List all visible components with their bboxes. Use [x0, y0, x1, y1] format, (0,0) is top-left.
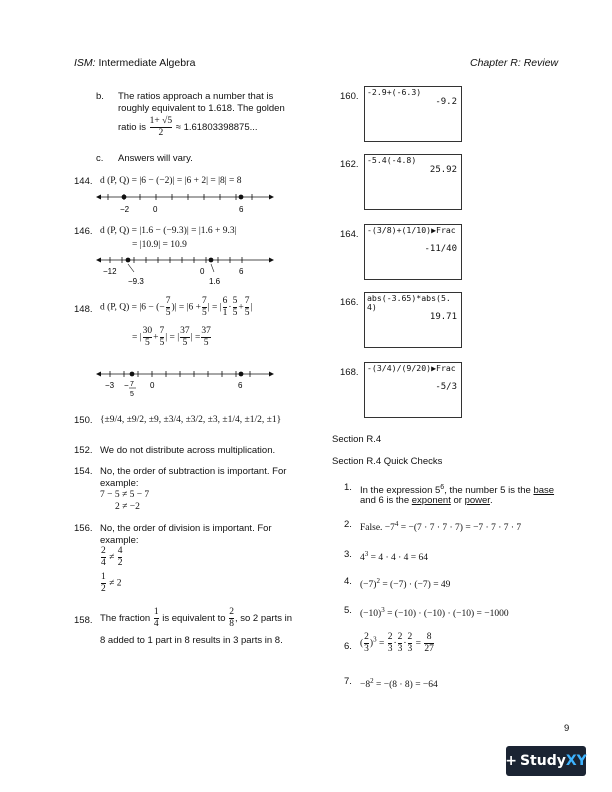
- qc6-f1-n: 2: [387, 632, 393, 642]
- calculator-screen-168: [364, 362, 462, 418]
- tick-label-146-0: −12: [103, 267, 117, 276]
- p156-f3-n: 1: [101, 572, 106, 582]
- eq148-f5: [245, 296, 250, 319]
- calc-160-output: -9.2: [435, 97, 457, 107]
- eq148-f1-d: 5: [165, 308, 171, 318]
- calc-166-number: 166.: [340, 297, 359, 308]
- problem-148-equation-1: d (P, Q) = |6 − (− $\frac{7}{5}$ )| = |6 + $\frac{7}{5}$ | = | $\frac{6}{1}$ · $\frac{5}{5}$ + $\frac{7}{5}$ |: [100, 296, 253, 318]
- problem-156-ineq2: [100, 572, 121, 595]
- qc-1-number: 1.: [344, 482, 352, 493]
- logo-brand: [520, 753, 587, 769]
- qc-6-expression: ( $\frac{2}{3}$ )$^3$ = $\frac{2}{3}$ · $\frac{2}{3}$ · $\frac{2}{3}$ = $\frac{8}{27}$: [360, 632, 434, 654]
- problem-144-equation: d (P, Q) = |6 − (−2)| = |6 + 2| = |8| = 8: [100, 176, 242, 186]
- p156-f1: [101, 546, 106, 569]
- problem-154-line3: 7 − 5 ≠ 5 − 7: [100, 490, 150, 500]
- calc-164-input: -(3/8)+(1/10)▶Frac: [367, 225, 456, 235]
- qc6-result: [424, 632, 434, 655]
- qc-7-number: 7.: [344, 676, 352, 687]
- qc1-or: or: [453, 495, 462, 506]
- qc6-base: [364, 632, 369, 655]
- eq148-f1: [166, 296, 171, 319]
- qc-2-number: 2.: [344, 519, 352, 530]
- qc2-post: = −(7 · 7 · 7 · 7) = −7 · 7 · 7 · 7: [398, 523, 522, 534]
- p158-mid: is equivalent to: [162, 613, 226, 625]
- problem-158-line1: [100, 607, 292, 630]
- tick-label-146-2: 6: [239, 267, 244, 276]
- problem-156-number: 156.: [74, 523, 93, 534]
- tick-label-144-0: −2: [120, 205, 130, 214]
- qc-3-number: 3.: [344, 549, 352, 560]
- sub-tick-148-sign: −: [124, 381, 129, 390]
- qc6-base-d: 3: [364, 644, 369, 654]
- eq148-f3-n: 6: [222, 296, 228, 306]
- sub-tick-148-num: 7: [130, 381, 134, 388]
- qc7-pre: −8: [360, 680, 371, 691]
- calc-162-input: -5.4(-4.8): [367, 155, 417, 165]
- qc5-pre: (−10): [360, 609, 382, 620]
- point-p-144: [122, 195, 127, 200]
- eq148b-f2: [160, 326, 165, 349]
- qc6-f1: [388, 632, 393, 655]
- qc1-end: .: [489, 495, 493, 506]
- problem-150-set: {±9/4, ±9/2, ±9, ±3/4, ±3/2, ±3, ±1/4, ±1/2, ±1}: [100, 415, 282, 425]
- problem-148-equation-2: = | $\frac{30}{5}$ + $\frac{7}{5}$ | = | $\frac{37}{5}$ | = $\frac{37}{5}$: [132, 326, 211, 348]
- problem-158-line2: 8 added to 1 part in 8 results in 3 parts in 8.: [100, 635, 283, 646]
- point-q-148: [239, 372, 244, 377]
- p158-pre: The fraction: [100, 613, 151, 625]
- eq148-pre: d (P, Q) = |6 − (−: [100, 302, 165, 313]
- eq148-f5-n: 7: [244, 296, 250, 306]
- qc3-sup: 3: [364, 550, 369, 558]
- eq148-f4-d: 5: [232, 308, 238, 318]
- qc6-result-d: 27: [424, 644, 434, 654]
- qc6-result-n: 8: [426, 632, 432, 642]
- qc1-exponent: exponent: [411, 495, 451, 506]
- p158-f2: [229, 607, 234, 630]
- p156-f3-d: 2: [101, 584, 106, 594]
- qc4-pre: (−7): [360, 580, 377, 591]
- p156-f3: [101, 572, 106, 595]
- p156-f1-n: 2: [101, 546, 106, 556]
- eq148b-f2-n: 7: [159, 326, 165, 336]
- p158-f2-n: 2: [229, 607, 234, 617]
- qc6-f2-d: 3: [397, 644, 403, 654]
- qc6-f2-n: 2: [397, 632, 403, 642]
- section-title: Section R.4: [332, 434, 382, 445]
- p158-f1-n: 1: [153, 607, 159, 617]
- problem-156-line2: example:: [100, 535, 139, 546]
- calculator-screen-164: [364, 224, 462, 280]
- qc-5-number: 5.: [344, 605, 352, 616]
- qc-6-number: 6.: [344, 641, 352, 652]
- qc6-f2: [398, 632, 403, 655]
- p158-f1: [154, 607, 159, 630]
- number-line-144: [96, 189, 276, 215]
- calculator-screen-162: [364, 154, 462, 210]
- eq148-f2: [202, 296, 207, 319]
- eq148b-f3-n: 37: [180, 326, 190, 336]
- studyxy-logo: [506, 746, 586, 776]
- qc1-mid: , the number 5 is the: [444, 485, 531, 497]
- point-q-144: [239, 195, 244, 200]
- qc6-sup: 3: [373, 635, 377, 644]
- eq148b-f4-n: 37: [201, 326, 211, 336]
- page-number: 9: [564, 723, 570, 734]
- eq148-f3: [223, 296, 228, 319]
- eq148-mid2: | = |: [207, 302, 222, 313]
- p156-f2-n: 4: [117, 546, 123, 556]
- problem-158-number: 158.: [74, 615, 93, 626]
- plus-icon: +: [505, 753, 517, 769]
- eq148-f1-n: 7: [165, 296, 171, 306]
- ratio-post: ≈ 1.61803398875...: [175, 122, 258, 134]
- p158-post: , so 2 parts in: [234, 613, 292, 625]
- qc1-sup: 6: [440, 484, 445, 491]
- qc-7-expression: [360, 675, 438, 692]
- ratio-pre: ratio is: [118, 122, 146, 134]
- qc-1-line2: [360, 494, 493, 507]
- qc6-f3-n: 2: [407, 632, 413, 642]
- running-header-left: [74, 57, 195, 69]
- qc-4-expression: [360, 575, 450, 592]
- p156-neq2: ≠ 2: [109, 578, 122, 589]
- qc4-post: = (−7) · (−7) = 49: [379, 580, 451, 591]
- part-c-label: c.: [96, 153, 104, 164]
- qc1-base: base: [533, 485, 555, 497]
- problem-146-equation-2: = |10.9| = 10.9: [132, 240, 187, 250]
- eq148b-f3-d: 5: [180, 337, 190, 349]
- calc-168-number: 168.: [340, 367, 359, 378]
- calc-164-number: 164.: [340, 229, 359, 240]
- qc-2-expression: [360, 518, 521, 535]
- point-q-146: [209, 258, 214, 263]
- eq148b-f4: [201, 326, 211, 349]
- problem-152-text: We do not distribute across multiplication.: [100, 445, 276, 456]
- sub-tick-146-0: −9.3: [128, 277, 144, 286]
- tick-label-148-2: 6: [238, 381, 243, 390]
- eq148-f2-n: 7: [202, 296, 207, 306]
- qc-4-number: 4.: [344, 576, 352, 587]
- calc-166-input: abs(-3.65)*abs(5.4): [367, 293, 451, 312]
- qc2-sup: 4: [394, 520, 399, 528]
- running-header-right: Chapter R: Review: [470, 57, 559, 69]
- eq148b-f2-d: 5: [159, 338, 165, 348]
- tick-label-144-2: 6: [239, 205, 244, 214]
- problem-156-ineq1: [100, 546, 123, 569]
- calculator-screen-160: [364, 86, 462, 142]
- calc-168-output: -5/3: [435, 382, 457, 392]
- qc6-f1-d: 3: [387, 644, 393, 654]
- calc-162-output: 25.92: [429, 165, 457, 175]
- calc-160-input: -2.9+(-6.3): [367, 87, 422, 97]
- number-line-148: [96, 366, 276, 400]
- qc1-line2-pre: and 6 is the: [360, 495, 410, 506]
- p156-f2: [118, 546, 123, 569]
- qc-3-expression: [360, 548, 428, 565]
- tick-label-148-0: −3: [105, 381, 115, 390]
- number-line-146: [96, 252, 276, 288]
- golden-num: 1+ √5: [149, 116, 173, 126]
- eq148-f4: [233, 296, 238, 319]
- qc3-post: = 4 · 4 · 4 = 64: [368, 553, 429, 564]
- p156-f2-d: 2: [117, 558, 123, 568]
- eq148-f4-n: 5: [232, 296, 238, 306]
- p158-f1-d: 4: [153, 619, 159, 629]
- part-b-line1: The ratios approach a number that is: [118, 91, 274, 102]
- calc-164-output: -11/40: [424, 244, 457, 254]
- eq148b-f1-d: 5: [143, 337, 153, 349]
- calculator-screen-166: [364, 292, 462, 348]
- qc6-f3-d: 3: [407, 644, 413, 654]
- qc4-sup: 2: [376, 577, 380, 585]
- logo-brand-study: Study: [519, 753, 566, 769]
- golden-fraction: [150, 116, 172, 139]
- golden-den: 2: [150, 127, 172, 139]
- p156-f1-d: 4: [101, 558, 106, 568]
- problem-154-line1: No, the order of subtraction is important. For: [100, 466, 287, 477]
- calc-168-input: -(3/4)/(9/20)▶Frac: [367, 363, 456, 373]
- qc7-sup: 2: [370, 677, 374, 685]
- tick-label-146-1: 0: [200, 267, 205, 276]
- logo-brand-xy: XY: [565, 753, 587, 769]
- qc5-post: = (−10) · (−10) · (−10) = −1000: [384, 609, 509, 620]
- tick-label-148-1: 0: [150, 381, 155, 390]
- calc-162-number: 162.: [340, 159, 359, 170]
- p156-neq: ≠: [109, 552, 115, 563]
- tick-label-144-1: 0: [153, 205, 158, 214]
- problem-154-line4: 2 ≠ −2: [115, 502, 140, 512]
- eq148b-f4-d: 5: [201, 337, 211, 349]
- qc1-pre: In the expression 5: [360, 485, 441, 497]
- eq148-f2-d: 5: [202, 308, 207, 318]
- problem-152-number: 152.: [74, 445, 93, 456]
- eq148-f3-d: 1: [222, 308, 228, 318]
- qc-5-expression: [360, 604, 509, 621]
- part-b-line2: roughly equivalent to 1.618. The golden: [118, 103, 285, 114]
- problem-146-number: 146.: [74, 226, 93, 237]
- eq148b-f1-n: 30: [142, 326, 153, 336]
- qc6-base-n: 2: [364, 632, 369, 642]
- quick-checks-title: Section R.4 Quick Checks: [332, 456, 443, 467]
- golden-ratio-expression: [118, 116, 258, 139]
- problem-146-equation-1: d (P, Q) = |1.6 − (−9.3)| = |1.6 + 9.3|: [100, 226, 237, 236]
- part-c-text: Answers will vary.: [118, 153, 193, 164]
- eq148b-f3: [180, 326, 190, 349]
- qc7-post: = −(8 · 8) = −64: [373, 680, 438, 691]
- header-left-italic: ISM:: [74, 57, 96, 69]
- problem-148-number: 148.: [74, 304, 93, 315]
- p158-f2-d: 8: [229, 619, 234, 629]
- problem-154-line2: example:: [100, 478, 139, 489]
- problem-150-number: 150.: [74, 415, 93, 426]
- qc6-f3: [408, 632, 413, 655]
- problem-154-number: 154.: [74, 466, 93, 477]
- header-left-text: Intermediate Algebra: [98, 57, 196, 69]
- qc2-pre: False. −7: [360, 523, 395, 534]
- calc-160-number: 160.: [340, 91, 359, 102]
- point-p-146: [126, 258, 131, 263]
- point-p-148: [130, 372, 135, 377]
- qc3-pre: 4: [360, 553, 365, 564]
- qc1-power: power: [464, 495, 490, 506]
- calc-166-output: 19.71: [429, 312, 457, 322]
- problem-144-number: 144.: [74, 176, 93, 187]
- qc5-sup: 3: [381, 606, 385, 614]
- sub-tick-146-1: 1.6: [209, 277, 221, 286]
- eq148-mid: )| = |6 +: [171, 302, 201, 313]
- problem-156-line1: No, the order of division is important. For: [100, 523, 272, 534]
- eq148b-f1: [143, 326, 153, 349]
- eq148-f5-d: 5: [244, 308, 250, 318]
- sub-tick-148-den: 5: [130, 391, 134, 398]
- part-b-label: b.: [96, 91, 104, 102]
